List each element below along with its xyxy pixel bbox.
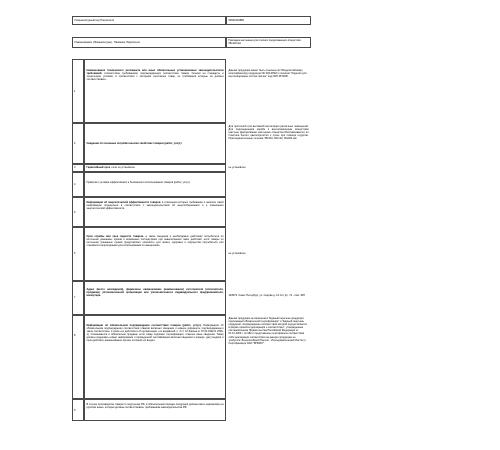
code-label-cell	[72, 16, 226, 25]
row-label: Гарантийный срок , если он установлен	[84, 164, 226, 172]
row-number: 2	[72, 123, 84, 164]
name-value-cell	[226, 37, 311, 48]
row-label: Наименование технического регламента или иных обязательных установленных законодательством требований, соответствие требованиям, подтверждающих соответствие товара. Ссылки на стандарты и технические условия, в соответствии с которыми изготовлен товар, их требования которые он должен соответствовать.	[84, 59, 226, 123]
row-value: Для приточной или вытяжной вентиляции различных помещений. Для подсоединения короба к вентиляционным отверстиям (настенн Декоративная настенная отверстиетИзготавливается из пластика белого цвета.Крепится к стене при помощи шурупов. Присоединительные сечения: 58х110, 60х122, 60х204 мм	[228, 125, 309, 141]
product-spec-document	[72, 11, 436, 423]
row-number: 1	[72, 59, 84, 123]
name-label: Наименование (Номенклатура) - Название Покупателя	[74, 40, 140, 44]
row-label: Адрес (место нахождения), фирменное наименование (наименование) изготовителя (исполнителя, продавца), уполномоченной организации или уполномоченного индивидуального предпринимателя, импортера.	[84, 281, 226, 315]
row-label: Срок службы или срок годности товаров, а также сведения о необходимых действиях потребителя по истечении указанных сроков и возможных последствиях при невыполнении таких действий, если товары по истечении указанных сроков представляют опасность для жизни, здоровья и имущества потребителя или становятся непригодными для использования по назначению.	[84, 227, 226, 281]
row-label: Правила и условия эффективного и безопасного использования товаров (работ, услуг).	[84, 172, 226, 197]
row-label: Информация об энергетической эффективности товаров, в отношении которых требование о наличии такой информации определено в соответствии с законодательством об энергосбережении и о повышении энергетической эффективности.	[84, 197, 226, 227]
row-value: Данная продукция не включена в "Единый перечень продукции, подлежащей обязательной сертификации" и "Единый перечень продукции, подтверждение соответствия которой осуществляется в форме принятия декларации о соответствии", утвержденные постановлением Правительства Российской Федерации от 01.12.2009 г. № 982 и представлены сертификаты соответствия либо декларации соответствия на данную продукцию не требуется. Всероссийский Научно - Исследовательский Институт Сертификации ОАО "ВНИИС".	[228, 317, 307, 345]
row-number: 7	[72, 281, 84, 315]
row-value: Данная продукция может быть отнесена по Общероссийскому классификатору продукции ОК 034-КПЕС к позиции "Изделия для вентиляционных систем прочие" код ОКП 48 6000.	[228, 69, 307, 79]
row-value	[226, 172, 311, 197]
row-value	[226, 197, 311, 227]
row-number: 9	[72, 399, 84, 421]
name-label-cell	[72, 37, 226, 48]
row-value: 193079, Санкт-Петербург, ул. Седова д. 13 лит. Д г. 74 - пом. 40Н	[228, 294, 306, 297]
row-number: 8	[72, 315, 84, 399]
row-number: 5	[72, 197, 84, 227]
code-label: Номенклатурный код Покупателя	[74, 18, 114, 22]
row-value: не установлен	[228, 166, 246, 170]
row-label: Сведения об основных потребительских свойствах товаров (работ, услуг).	[84, 123, 226, 164]
row-number: 6	[72, 227, 84, 281]
row-value	[226, 399, 311, 421]
code-value-cell	[226, 16, 311, 25]
code-value: 00000104882	[228, 18, 245, 22]
name-value: Накладка настенная для плоских продолжающих отверстиях 58х110 мм	[228, 39, 301, 46]
row-number: 4	[72, 172, 84, 197]
row-label: В случае производства товара по поручению РФ, в обязательном порядке продукция должна иметь маркировку на русском языке, которая должна соответствовать требованиям законодательства РФ.	[84, 399, 226, 421]
row-number: 3	[72, 164, 84, 172]
row-label: Информация об обязательном подтверждении соответствия товаров (работ, услуг). Информация об обязательном подтверждении соответствия товаров включает сведения о номере документа, подтверждающего такое соответствие, о сроке его действия и об организации, его выдавшей; п. 3 ст. 10 Закона от 07.02.1992 N 2300-1). Отказывается и обязательно продажа, если товар подлежит сертификации, отмечен иные сведения. Товар должен содержать номер информации о проведенной сертификации включая сведения о номере, дату выдачи и срок действия, наименование органа, который его выдал.	[84, 315, 226, 399]
row-value: не установлен	[228, 252, 246, 255]
